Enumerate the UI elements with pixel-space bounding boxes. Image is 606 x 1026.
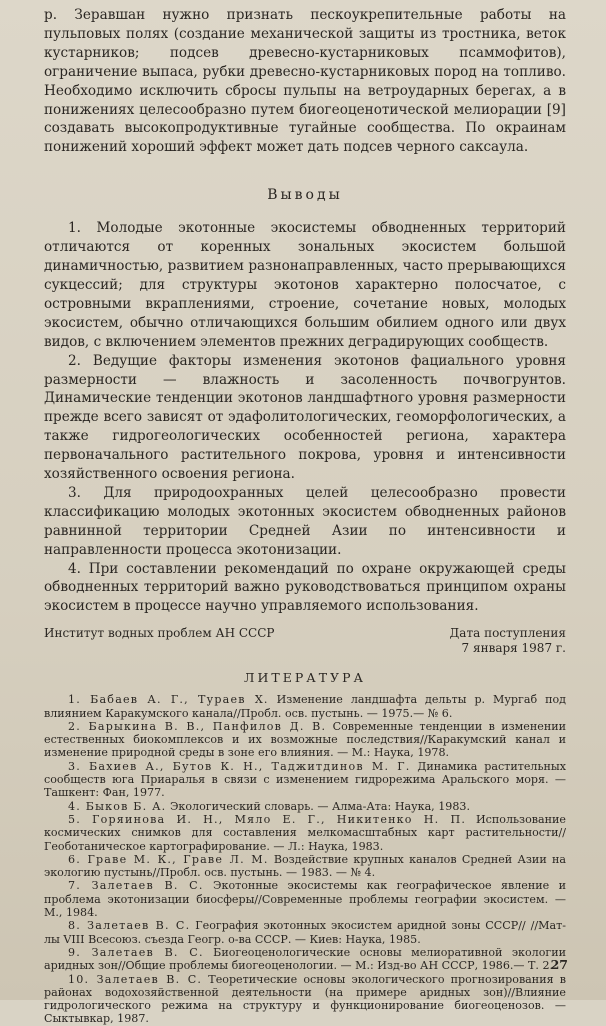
literature-heading: ЛИТЕРАТУРА [244,670,366,686]
reference-item [44,813,566,853]
reference-item [44,946,566,973]
reference-authors: 9. Залетаев В. С. [68,945,204,959]
page-number: 27 [550,957,568,972]
reference-text: География экотонных экосистем аридной зоны СССР// //Мат-лы VIII Всесоюз. съезда Геогр. о-ва СССР. — Киев: Наука, 1985. [44,919,566,946]
reference-authors: 3. Бахиев А., Бутов К. Н., Таджитдинов М. Г. [68,759,411,773]
intro-paragraph: р. Зеравшан нужно признать пескоукрепительные работы на пульповых полях (создание механической защиты из тростника, веток кустарников; подсев древесно-кустарниковых псаммофитов), ограничение выпаса, рубки древесно-кустарниковых пород на топливо. Необходимо исключить сбросы пульпы на ветроударных берегах, а в понижениях целесообразно путем биогеоценотической мелиорации [9] создавать высокопродуктивные тугайные сообщества. По окраинам понижений хороший эффект может дать подсев черного саксаула. [44,7,566,156]
reference-text: Экологический словарь. — Алма-Ата: Наука, 1983. [166,799,470,813]
reference-text: Изменение ландшафта дельты р. Мургаб под влиянием Каракумского канала//Пробл. осв. пустынь. — 1975.— № 6. [44,693,566,720]
reference-text: Экотонные экосистемы как географическое явление и проблема экотонизации биосферы//Современные проблемы географии экосистем. — М., 1984. [44,879,566,920]
reference-authors: 10. Залетаев В. С. [68,972,203,986]
reference-text: Биогеоценологические основы мелиоративной экологии аридных зон//Общие проблемы биогеоценологии. — М.: Изд-во АН СССР, 1986.— Т. 2. [44,945,566,973]
reference-text: Теоретические основы экологического прогнозирования в районах водохозяйственной деятельности (на примере аридных зон)//Влияние гидрологического режима на структуру и функционирование биогеоценозов. — Сыктывкар, 1987. [44,972,566,1026]
reference-item [44,720,566,760]
conclusions-heading: Выводы [267,187,343,204]
reference-item [44,879,566,919]
received-date-block [450,626,566,656]
reference-text: Воздействие крупных каналов Средней Азии на экологию пустынь//Пробл. осв. пустынь. — 1983. — № 4. [44,852,566,880]
conclusion-item-1: 1. Молодые экотонные экосистемы обводненных территорий отличаются от коренных зональных экосистем большой динамичностью, развитием разнонаправленных, часто прерывающихся сукцессий; для структуры экотонов характерно полосчатое, с островными вкраплениями, строение, сочетание новых, молодых экосистем, обычно отличающихся большим обилием одного или двух видов, с включением элементов прежних деградирующих сообществ. [44,220,566,350]
reference-item [44,693,566,720]
reference-authors: 2. Барыкина В. В., Панфилов Д. В. [68,719,327,733]
reference-item [44,760,566,800]
reference-item [44,919,566,946]
reference-item [44,853,566,880]
conclusion-item-2: 2. Ведущие факторы изменения экотонов фациального уровня размерности — влажность и засоленность почвогрунтов. Динамические тенденции экотонов ландшафтного уровня размерности прежде всего зависят от эдафолитологических, геоморфологических, а также гидрогеологических особенностей региона, характера первоначального растительного покрова, уровня и интенсивности хозяйственного освоения региона. [44,352,566,483]
reference-item [44,800,566,813]
conclusion-item-4: 4. При составлении рекомендаций по охране окружающей среды обводненных территорий важно руководствоваться принципом охраны экосистем в процессе научно управляемого использования. [44,560,566,615]
received-date: 7 января 1987 г. [461,641,566,656]
reference-item [44,973,566,1026]
affiliation: Институт водных проблем АН СССР [44,626,275,641]
reference-authors: 8. Залетаев В. С. [68,919,191,933]
conclusion-item-3: 3. Для природоохранных целей целесообразно провести классификацию молодых экотонных экосистем обводненных районов равнинной территории Средней Азии по интенсивности и направленности процесса экотонизации. [44,484,566,558]
reference-text: Использование космических снимков для составления мелкомасштабных карт растительности//Геоботаническое картографирование. — Л.: Наука, 1983. [44,812,566,853]
affiliation-row [44,626,566,656]
reference-text: Динамика растительных сообществ юга Приаралья в связи с изменением гидрорежима Аральского моря. — Ташкент: Фан, 1977. [44,759,566,800]
received-label: Дата поступления [449,626,566,641]
reference-authors: 1. Бабаев А. Г., Тураев Х. [68,693,269,707]
reference-text: Современные тенденции в изменении естественных биокомплексов и их возможные последствия//Каракумский канал и изменение природной среды в зоне его влияния. — М.: Наука, 1978. [44,719,566,760]
reference-authors: 5. Горяинова И. Н., Мяло Е. Г., Никитенко Н. П. [68,812,467,826]
reference-authors: 6. Граве М. К., Граве Л. М. [68,852,269,866]
reference-authors: 7. Залетаев В. С. [68,879,204,893]
reference-authors: 4. Быков Б. А. [68,799,167,813]
reference-list [44,693,566,1025]
